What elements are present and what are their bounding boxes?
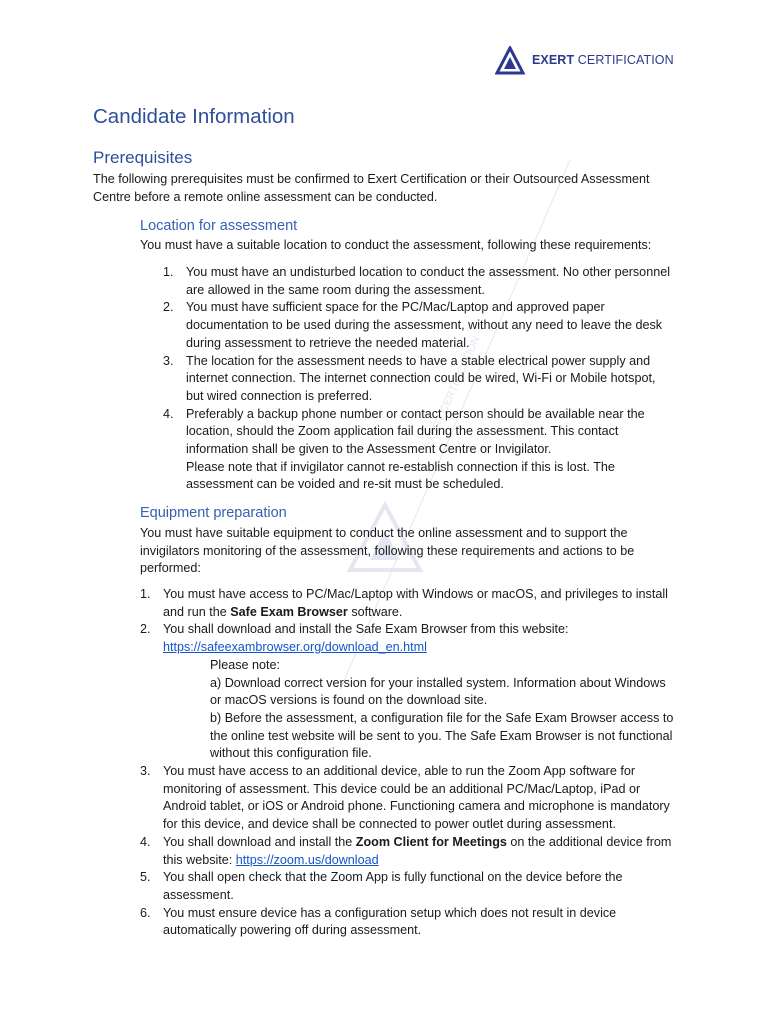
- equipment-intro: You must have suitable equipment to conduct the online assessment and to support the invigilators monitoring of the assessment, following these requirements and actions to be performed:: [140, 526, 635, 576]
- list-item: 3. The location for the assessment needs to have a stable electrical power supply and internet connection. The internet connection could be wired, Wi-Fi or Mobile hotspot, but wired connection is preferred.: [163, 353, 656, 403]
- location-intro: You must have a suitable location to conduct the assessment, following these requirements:: [140, 238, 652, 252]
- list-item: 4. You shall download and install the Zoom Client for Meetings on the additional device from this website: https://zoom.us/download: [140, 834, 672, 867]
- prerequisites-intro: The following prerequisites must be confirmed to Exert Certification or their Outsourced Assessment Centre before a remote online assessment can be conducted.: [93, 172, 650, 204]
- page-title: Candidate Information: [93, 105, 295, 128]
- list-item: 2. You must have sufficient space for the PC/Mac/Laptop and approved paper documentation to be used during the assessment, without any need to leave the desk during assessment to retrieve the needed material.: [163, 300, 663, 350]
- logo-triangle-icon: [495, 46, 525, 76]
- list-item: 5. You shall open check that the Zoom App is fully functional on the device before the assessment.: [140, 870, 623, 902]
- list-item: 1. You must have an undisturbed location to conduct the assessment. No other personnel are allowed in the same room during the assessment.: [163, 265, 670, 297]
- logo-text: EXERT CERTIFICATION: [532, 53, 674, 68]
- note-block: Please note: a) Download correct version for your installed system. Information about Windows or macOS versions is found on the download site. b) Before the assessment, a configuration file for the Safe Exam Browser access to the online test website will be sent to you. The Safe Exam Browser is not functional without this configuration file.: [210, 657, 674, 761]
- zoom-download-link[interactable]: https://zoom.us/download: [235, 852, 379, 867]
- location-list: [163, 264, 674, 494]
- list-item: 2. You shall download and install the Safe Exam Browser from this website: https://safeexambrowser.org/download_en.html Please note: a) Download correct version for your installed system. Information about Windows or macOS versions is found on the download site. b) Before the assessment, a configuration file for the Safe Exam Browser access to the online test website will be sent to you. The Safe Exam Browser is not functional without this configuration file.: [163, 621, 675, 763]
- prerequisites-heading: Prerequisites: [93, 148, 193, 167]
- svg-text:EXERT CERTIFICATION: EXERT CERTIFICATION: [421, 334, 483, 452]
- company-logo: [495, 46, 674, 76]
- location-heading: Location for assessment: [140, 218, 298, 234]
- list-item: 6. You must ensure device has a configuration setup which does not result in device automatically powering off during assessment.: [140, 905, 617, 938]
- safe-exam-browser-link[interactable]: https://safeexambrowser.org/download_en.html: [163, 640, 427, 655]
- list-item: 4. Preferably a backup phone number or contact person should be available near the location, should the Zoom application fail during the assessment. This contact information shall be given to the Assessment Centre or Invigilator. Please note that if invigilator cannot re-establish connection if this is lost. The assessment can be voided and re-sit must be scheduled.: [163, 406, 645, 492]
- equipment-heading: Equipment preparation: [140, 505, 287, 521]
- list-item: 3. You must have access to an additional device, able to run the Zoom App software for monitoring of assessment. This device could be an additional PC/Mac/Laptop, iPad or Android tablet, or iOS or Android phone. Functioning camera and microphone is mandatory for this device, and device shall be connected to power outlet during assessment.: [140, 764, 670, 832]
- list-item: 1. You must have access to PC/Mac/Laptop with Windows or macOS, and privileges to install and run the Safe Exam Browser software.: [140, 587, 668, 619]
- equipment-list: [140, 586, 675, 940]
